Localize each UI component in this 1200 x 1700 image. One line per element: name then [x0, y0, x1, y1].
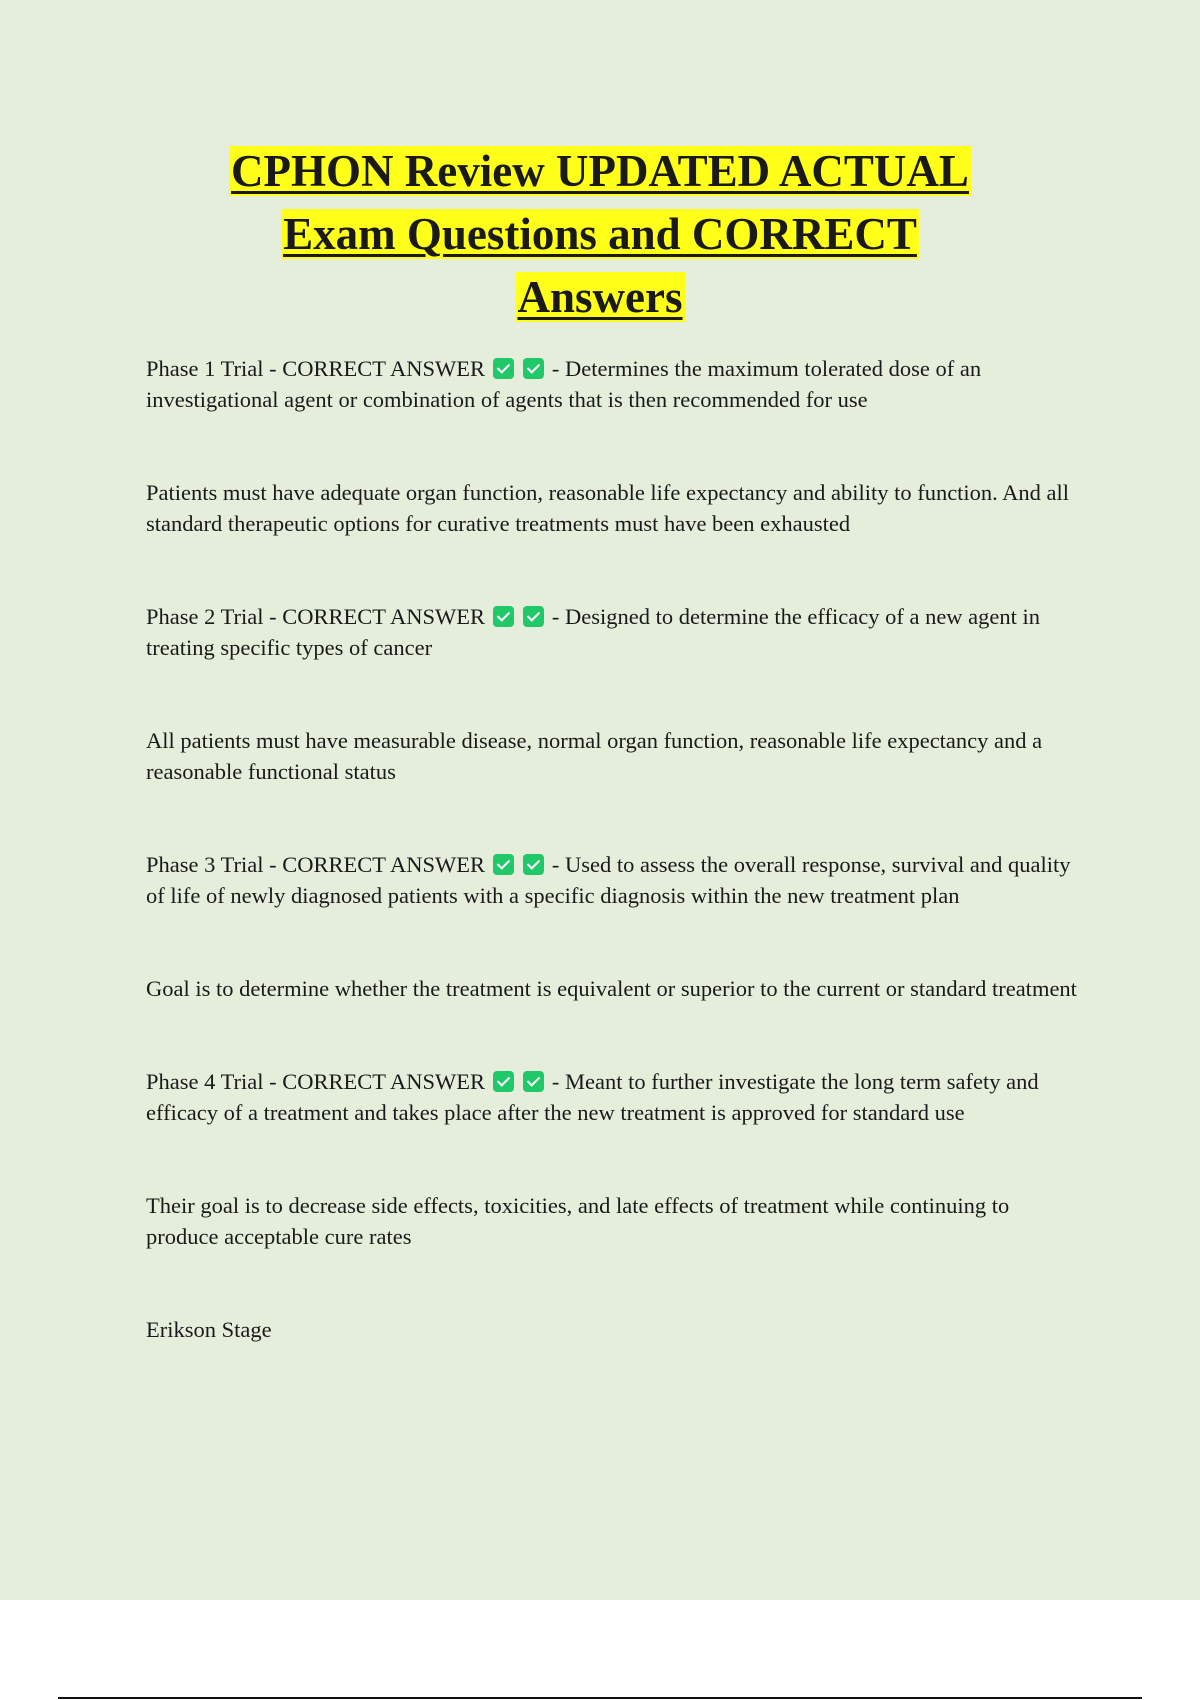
check-mark-icon	[523, 854, 544, 875]
qa-item-phase-4	[146, 1066, 1081, 1128]
check-mark-icon	[493, 358, 514, 379]
check-mark-icon	[523, 606, 544, 627]
answer-text: - Determines the maximum tolerated dose of an investigational agent or combination of agents that is then recommended for use	[146, 356, 982, 412]
title-line-1: CPHON Review UPDATED ACTUAL	[231, 146, 969, 196]
question-term: Phase 1 Trial - CORRECT ANSWER	[146, 356, 486, 381]
section-heading-erikson: Erikson Stage	[146, 1317, 272, 1342]
check-mark-icon	[493, 1071, 514, 1092]
note-paragraph: Their goal is to decrease side effects, toxicities, and late effects of treatment while continuing to produce acceptable cure rates	[146, 1193, 1010, 1249]
note-paragraph: Goal is to determine whether the treatment is equivalent or superior to the current or standard treatment	[146, 976, 1077, 1001]
document-title	[0, 140, 1200, 329]
qa-item-phase-1	[146, 353, 1081, 415]
check-mark-icon	[493, 606, 514, 627]
qa-item-phase-3	[146, 849, 1081, 911]
answer-text: - Meant to further investigate the long term safety and efficacy of a treatment and takes place after the new treatment is approved for standard use	[146, 1069, 1039, 1125]
title-line-2: Exam Questions and CORRECT	[283, 209, 917, 259]
note-paragraph: All patients must have measurable disease, normal organ function, reasonable life expectancy and a reasonable functional status	[146, 728, 1043, 784]
check-mark-icon	[523, 1071, 544, 1092]
note-paragraph: Patients must have adequate organ function, reasonable life expectancy and ability to function. And all standard therapeutic options for curative treatments must have been exhausted	[146, 480, 1070, 536]
check-mark-icon	[493, 854, 514, 875]
title-line-3: Answers	[517, 272, 683, 322]
answer-text: - Designed to determine the efficacy of a new agent in treating specific types of cancer	[146, 604, 1041, 660]
check-mark-icon	[523, 358, 544, 379]
qa-item-phase-2	[146, 601, 1081, 663]
question-term: Phase 2 Trial - CORRECT ANSWER	[146, 604, 486, 629]
question-term: Phase 4 Trial - CORRECT ANSWER	[146, 1069, 486, 1094]
footer-divider	[58, 1697, 1142, 1699]
question-term: Phase 3 Trial - CORRECT ANSWER	[146, 852, 486, 877]
answer-text: - Used to assess the overall response, survival and quality of life of newly diagnosed patients with a specific diagnosis within the new treatment plan	[146, 852, 1071, 908]
document-body	[146, 353, 1081, 1407]
